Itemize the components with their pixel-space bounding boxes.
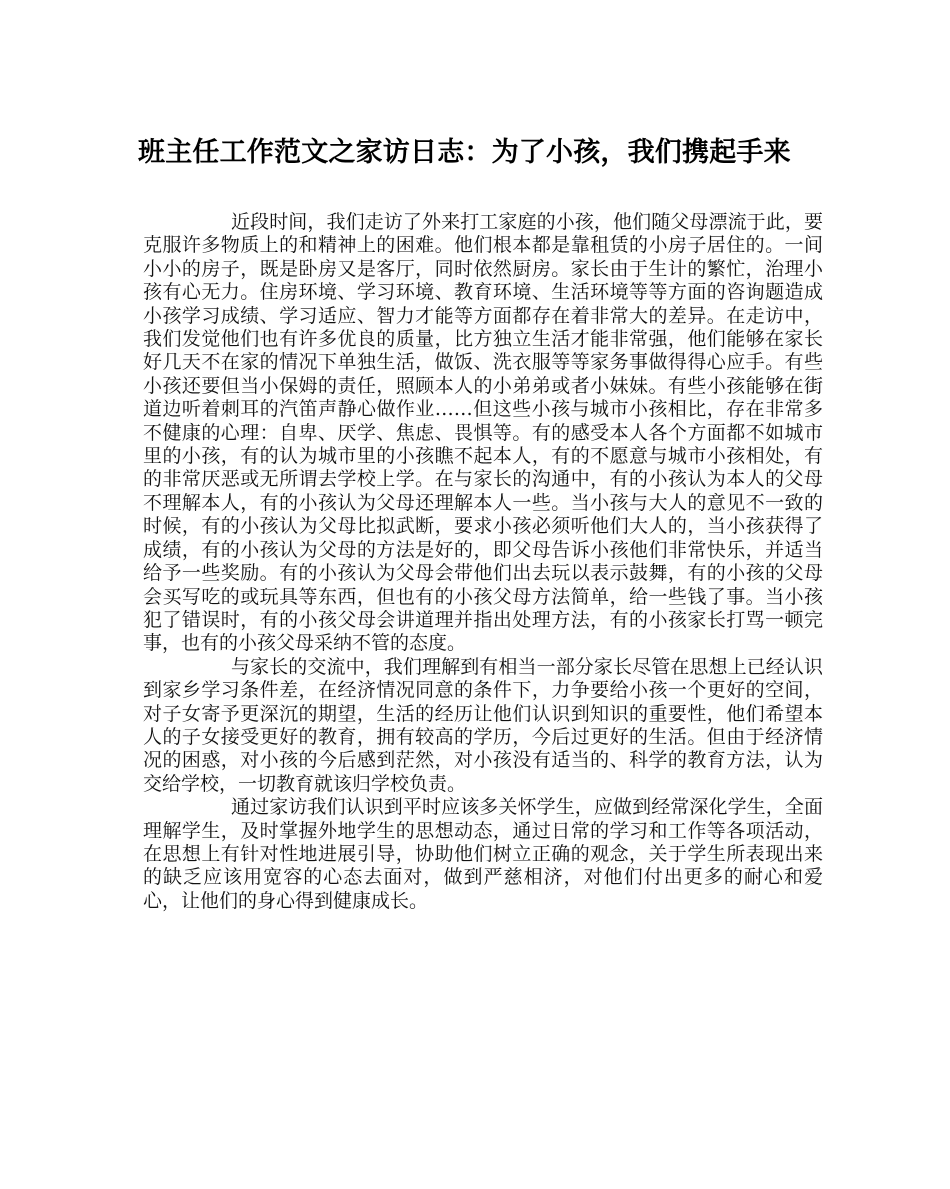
document-title: 班主任工作范文之家访日志：为了小孩，我们携起手来	[138, 137, 791, 168]
document-body	[143, 211, 823, 913]
paragraph-2: 与家长的交流中，我们理解到有相当一部分家长尽管在思想上已经认识到家乡学习条件差，在经济情况同意的条件下，力争要给小孩一个更好的空间，对子女寄予更深沉的期望，生活的经历让他们认识到知识的重要性，他们希望本人的子女接受更好的教育，拥有较高的学历，今后过更好的生活。但由于经济情况的困惑，对小孩的今后感到茫然，对小孩没有适当的、科学的教育方法，认为交给学校，一切教育就该归学校负责。	[143, 655, 823, 795]
paragraph-1: 近段时间，我们走访了外来打工家庭的小孩，他们随父母漂流于此，要克服许多物质上的和精神上的困难。他们根本都是靠租赁的小房子居住的。一间小小的房子，既是卧房又是客厅，同时依然厨房。家长由于生计的繁忙，治理小孩有心无力。住房环境、学习环境、教育环境、生活环境等等方面的咨询题造成小孩学习成绩、学习适应、智力才能等方面都存在着非常大的差异。在走访中，我们发觉他们也有许多优良的质量，比方独立生活才能非常强，他们能够在家长好几天不在家的情况下单独生活，做饭、洗衣服等等家务事做得得心应手。有些小孩还要但当小保姆的责任，照顾本人的小弟弟或者小妹妹。有些小孩能够在街道边听着刺耳的汽笛声静心做作业……但这些小孩与城市小孩相比，存在非常多不健康的心理：自卑、厌学、焦虑、畏惧等。有的感受本人各个方面都不如城市里的小孩，有的认为城市里的小孩瞧不起本人，有的不愿意与城市小孩相处，有的非常厌恶或无所谓去学校上学。在与家长的沟通中，有的小孩认为本人的父母不理解本人，有的小孩认为父母还理解本人一些。当小孩与大人的意见不一致的时候，有的小孩认为父母比拟武断，要求小孩必须听他们大人的，当小孩获得了成绩，有的小孩认为父母的方法是好的，即父母告诉小孩他们非常快乐，并适当给予一些奖励。有的小孩认为父母会带他们出去玩以表示鼓舞，有的小孩的父母会买写吃的或玩具等东西，但也有的小孩父母方法简单，给一些钱了事。当小孩犯了错误时，有的小孩父母会讲道理并指出处理方法，有的小孩家长打骂一顿完事，也有的小孩父母采纳不管的态度。	[143, 211, 823, 655]
paragraph-3: 通过家访我们认识到平时应该多关怀学生，应做到经常深化学生，全面理解学生，及时掌握外地学生的思想动态，通过日常的学习和工作等各项活动，在思想上有针对性地进展引导，协助他们树立正确的观念，关于学生所表现出来的缺乏应该用宽容的心态去面对，做到严慈相济，对他们付出更多的耐心和爱心，让他们的身心得到健康成长。	[143, 796, 823, 912]
